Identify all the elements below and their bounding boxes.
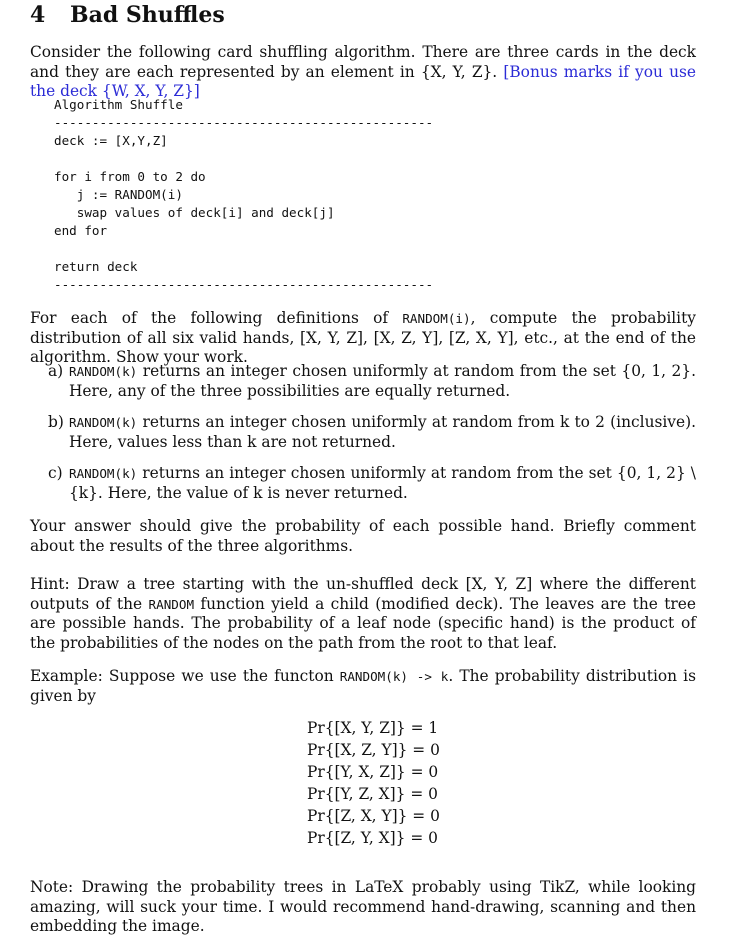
item-label: a) [48, 362, 64, 380]
example-code: RANDOM(k) -> k [339, 669, 449, 684]
note-paragraph [30, 878, 696, 937]
code-line [54, 150, 433, 168]
item-description: returns an integer chosen uniformly at random from the set {0, 1, 2}. Here, any of the three possibilities are equally returned. [69, 362, 696, 400]
probability-equations [307, 717, 447, 849]
equation-line: Pr{[Y, X, Z]} = 0 [307, 763, 439, 781]
code-line: -------------------------------------------------- [54, 115, 434, 130]
item-label: c) [48, 464, 63, 482]
code-line: j := RANDOM(i) [54, 187, 183, 202]
algorithm-code-block [54, 96, 433, 294]
section-heading [30, 2, 225, 28]
bonus-note: [Bonus marks if you use the deck {W, X, Y, Z}] [30, 62, 696, 100]
item-code: RANDOM(k) [69, 466, 138, 481]
item-text [69, 413, 696, 452]
answer-note: Your answer should give the probability of each possible hand. Briefly comment about the results of the three algorithms. [30, 517, 696, 555]
section-title: Bad Shuffles [70, 2, 225, 28]
intro-paragraph [30, 43, 696, 102]
note-text-pre: Note: Drawing the probability trees in [30, 878, 355, 896]
code-line: end for [54, 223, 108, 238]
equation-line: Pr{[X, Y, Z]} = 1 [307, 719, 439, 737]
code-line: return deck [54, 259, 138, 274]
code-line: -------------------------------------------------- [54, 277, 434, 292]
item-text [69, 464, 696, 503]
code-line: Algorithm Shuffle [54, 97, 183, 112]
code-line [54, 240, 433, 258]
item-description: returns an integer chosen uniformly at random from k to 2 (inclusive). Here, values less than k are not returned. [69, 413, 696, 451]
equation-line: Pr{[Z, Y, X]} = 0 [307, 829, 438, 847]
equation-line: Pr{[Z, X, Y]} = 0 [307, 807, 440, 825]
code-line: swap values of deck[i] and deck[j] [54, 205, 335, 220]
code-line: deck := [X,Y,Z] [54, 133, 168, 148]
equation-line: Pr{[X, Z, Y]} = 0 [307, 741, 440, 759]
hint-text-post: function yield a child (modified deck). The leaves are the tree are possible hands. The probability of a leaf node (specific hand) is the product of the probabilities of the nodes on the path from the root to that leaf. [30, 594, 697, 652]
item-code: RANDOM(k) [69, 364, 138, 379]
task-text-pre: For each of the following definitions of [30, 309, 403, 327]
note-text-post: probably using TikZ, while looking amazing, will suck your time. I would recommend hand-drawing, scanning and then embedding the image. [30, 878, 697, 935]
hint-code: RANDOM [148, 596, 195, 612]
item-label: b) [48, 413, 64, 431]
latex-logo: LaTeX [354, 878, 404, 896]
task-paragraph [30, 309, 696, 368]
section-number: 4 [30, 2, 46, 28]
example-text-post: . The probability distribution is given by [30, 667, 696, 705]
task-text-post: , compute the probability distribution of all six valid hands, [X, Y, Z], [X, Z, Y], [Z, X, Y], etc., at the end of the algorithm. Show your work. [30, 309, 696, 366]
equation-line: Pr{[Y, Z, X]} = 0 [307, 785, 438, 803]
item-text [69, 362, 696, 401]
item-description: returns an integer chosen uniformly at random from the set {0, 1, 2} \ {k}. Here, the value of k is never returned. [69, 464, 696, 502]
task-code: RANDOM(i) [402, 311, 471, 326]
code-line: for i from 0 to 2 do [54, 169, 206, 184]
hint-text-pre: Hint: Draw a tree starting with the un-shuffled deck [X, Y, Z] where the different outputs of the [30, 575, 696, 613]
intro-text: Consider the following card shuffling algorithm. There are three cards in the deck and they are each represented by an element in {X, Y, Z}. [30, 43, 696, 81]
example-text-pre: Example: Suppose we use the functon [30, 667, 340, 685]
example-paragraph [30, 667, 696, 706]
hint-paragraph [30, 575, 696, 653]
item-code: RANDOM(k) [69, 415, 138, 430]
